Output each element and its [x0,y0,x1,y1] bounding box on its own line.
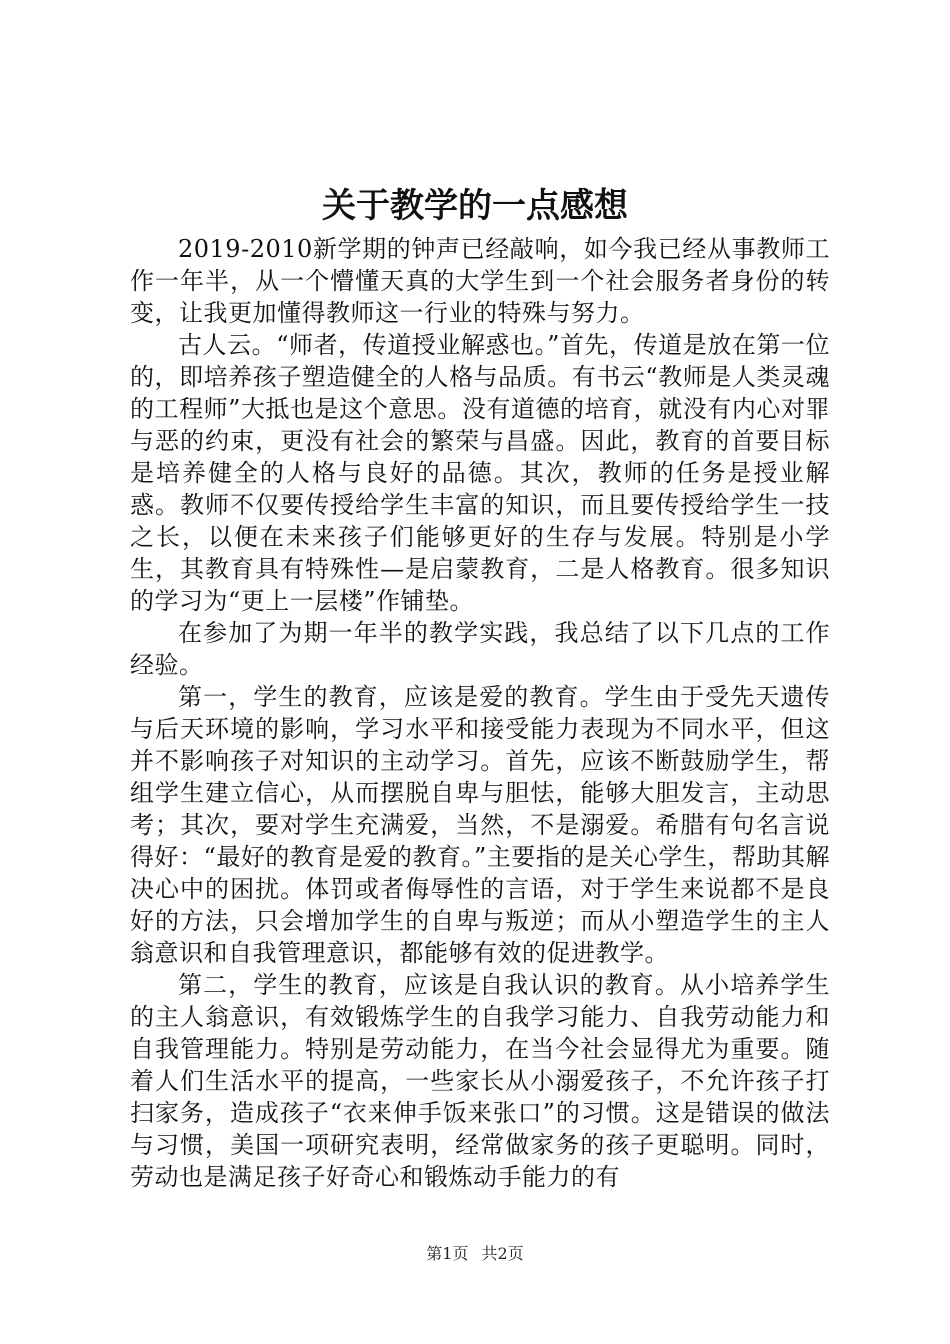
paragraph: 2019-2010新学期的钟声已经敲响，如今我已经从事教师工作一年半，从一个懵懂天真的大学生到一个社会服务者身份的转变，让我更加懂得教师这一行业的特殊与努力。 [130,235,830,327]
document-body [130,233,830,1193]
paragraph: 第一，学生的教育，应该是爱的教育。学生由于受先天遗传与后天环境的影响，学习水平和接受能力表现为不同水平，但这并不影响孩子对知识的主动学习。首先，应该不断鼓励学生，帮组学生建立信心，从而摆脱自卑与胆怯，能够大胆发言，主动思考；其次，要对学生充满爱，当然，不是溺爱。希腊有句名言说得好：“最好的教育是爱的教育。”主要指的是关心学生，帮助其解决心中的困扰。体罚或者侮辱性的言语，对于学生来说都不是良好的方法，只会增加学生的自卑与叛逆；而从小塑造学生的主人翁意识和自我管理意识，都能够有效的促进教学。 [130,683,830,967]
paragraph: 第二，学生的教育，应该是自我认识的教育。从小培养学生的主人翁意识，有效锻炼学生的自我学习能力、自我劳动能力和自我管理能力。特别是劳动能力，在当今社会显得尤为重要。随着人们生活水平的提高，一些家长从小溺爱孩子，不允许孩子打扫家务，造成孩子“衣来伸手饭来张口”的习惯。这是错误的做法与习惯，美国一项研究表明，经常做家务的孩子更聪明。同时，劳动也是满足孩子好奇心和锻炼动手能力的有 [130,971,830,1191]
paragraph: 在参加了为期一年半的教学实践，我总结了以下几点的工作经验。 [130,619,830,679]
page-total: 共2页 [481,1244,524,1263]
page-footer [0,1244,950,1264]
document-title: 关于教学的一点感想 [322,186,628,226]
paragraph: 古人云。“师者，传道授业解惑也。”首先，传道是放在第一位的，即培养孩子塑造健全的人格与品质。有书云“教师是人类灵魂的工程师”大抵也是这个意思。没有道德的培育，就没有内心对罪与恶的约束，更没有社会的繁荣与昌盛。因此，教育的首要目标是培养健全的人格与良好的品德。其次，教师的任务是授业解惑。教师不仅要传授给学生丰富的知识，而且要传授给学生一技之长，以便在未来孩子们能够更好的生存与发展。特别是小学生，其教育具有特殊性—是启蒙教育，二是人格教育。很多知识的学习为“更上一层楼”作铺垫。 [130,331,830,615]
page-number: 第1页 [426,1244,469,1263]
